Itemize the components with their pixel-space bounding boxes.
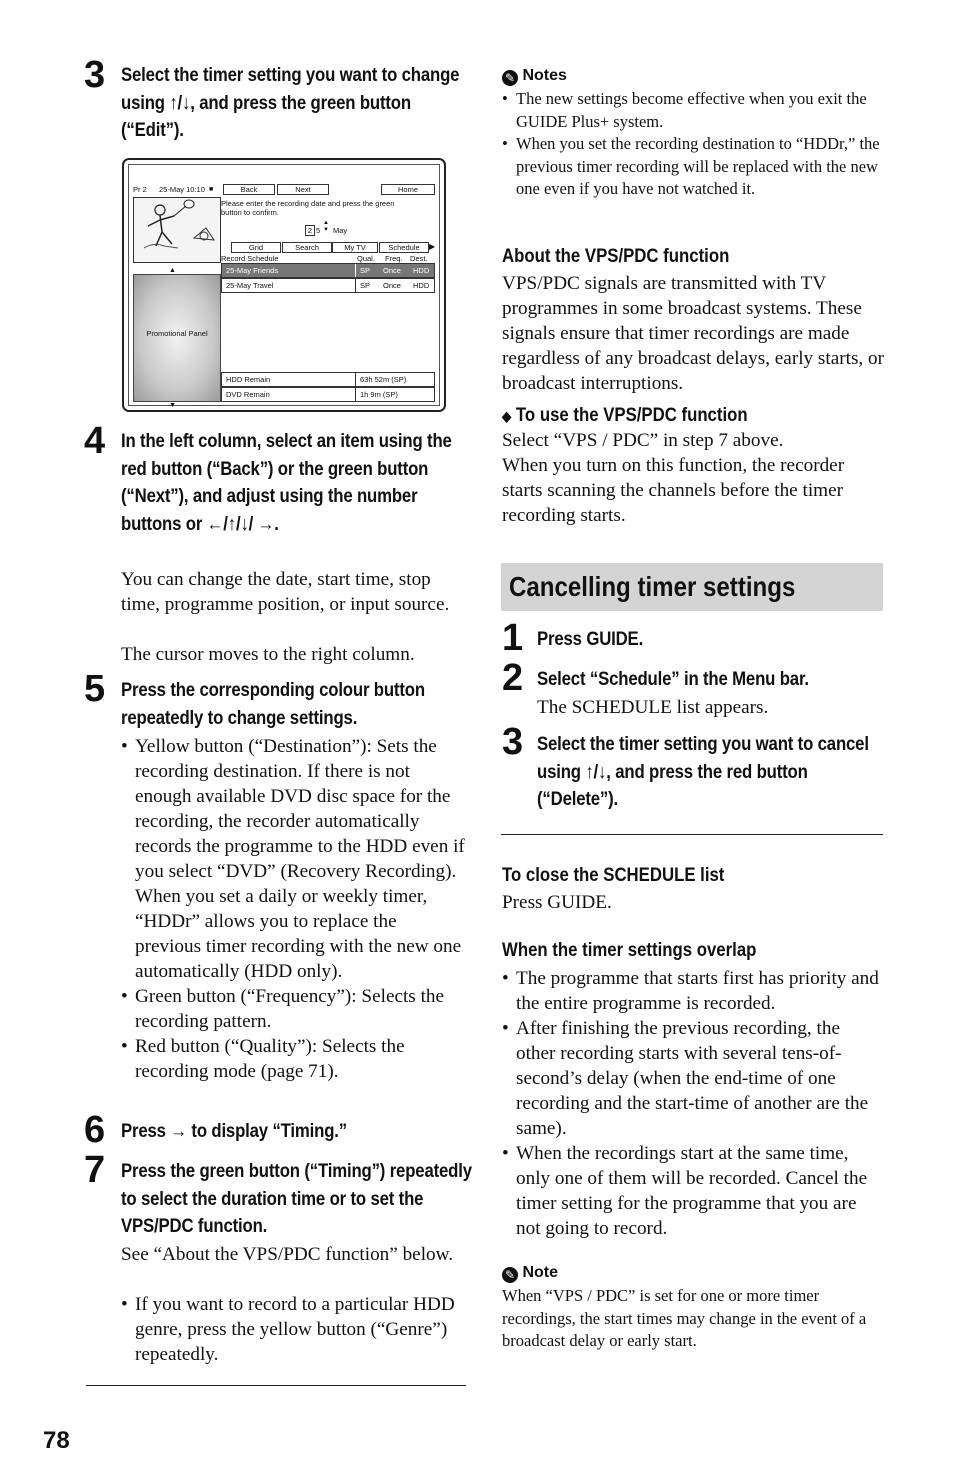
hdd-remain-row	[221, 372, 435, 387]
lock-icon: ■	[209, 186, 214, 193]
step-7-bullets	[121, 1292, 466, 1367]
page-number: 78	[43, 1427, 70, 1454]
step-5-bullets	[121, 734, 466, 1084]
schedule-row-selected[interactable]	[221, 263, 435, 278]
row-dest: HDD	[413, 266, 430, 275]
note-icon: ✎	[502, 1267, 518, 1283]
menu-schedule[interactable]: Schedule	[379, 242, 429, 253]
tennis-player-image	[134, 198, 220, 262]
note-label: Note	[522, 1264, 559, 1281]
use-vps-body-2: When you turn on this function, the recorder starts scanning the channels before the timer recording starts.	[502, 455, 845, 526]
step-6-heading: Press → to display “Timing.”	[121, 1120, 347, 1142]
step-3-number: 3	[84, 54, 106, 96]
step-3-heading: Select the timer setting you want to change using ↑/↓, and press the green button (“Edit”).	[121, 64, 460, 141]
overlap-item: • After finishing the previous recording, the other recording starts with several tens-of-second’s delay (when the end-time of one recording and the start-time of another are the same).	[502, 1016, 884, 1141]
overlap-bullets	[502, 966, 884, 1241]
menu-grid[interactable]: Grid	[231, 242, 281, 253]
dvd-remain-value: 1h 9m (SP)	[360, 390, 398, 399]
close-schedule-heading: To close the SCHEDULE list	[502, 864, 725, 886]
hdd-remain-value: 63h 52m (SP)	[360, 375, 407, 384]
step-7-number: 7	[84, 1149, 106, 1191]
step-5-number: 5	[84, 668, 106, 710]
guide-screen-illustration	[122, 158, 446, 412]
step-7-heading: Press the green button (“Timing”) repeatedly to select the duration time or to set the VPS/PDC function.	[121, 1160, 472, 1237]
notes-list	[502, 88, 884, 201]
use-vps-body-1: Select “VPS / PDC” in step 7 above.	[502, 430, 784, 451]
cancel-step-2-body: The SCHEDULE list appears.	[537, 697, 769, 718]
next-button[interactable]: Next	[277, 184, 329, 195]
dvd-remain-row	[221, 387, 435, 402]
cancel-step-3-number: 3	[502, 721, 524, 763]
cancel-step-2-number: 2	[502, 657, 524, 699]
promotional-panel-label: Promotional Panel	[146, 329, 208, 338]
promotional-panel	[133, 274, 221, 402]
note-heading	[502, 1263, 558, 1283]
col-dest: Dest.	[410, 254, 428, 263]
cancel-step-3-heading: Select the timer setting you want to cancel using ↑/↓, and press the red button (“Delete”).	[537, 733, 869, 810]
up-down-arrows-icon: ▲ ▼	[323, 220, 329, 233]
step-6-number: 6	[84, 1109, 106, 1151]
row-title: 25-May Travel	[226, 281, 274, 290]
step-4-number: 4	[84, 420, 106, 462]
diamond-icon: ◆	[502, 408, 512, 424]
month-label: May	[333, 226, 348, 235]
note-icon: ✎	[502, 70, 518, 86]
bullet-green-button: • Green button (“Frequency”): Selects the recording pattern.	[121, 984, 466, 1034]
prompt-text: Please enter the recording date and press the green button to confirm.	[221, 199, 395, 217]
section-title: Cancelling timer settings	[509, 571, 796, 602]
use-vps-heading	[502, 402, 863, 429]
cancel-step-1-heading: Press GUIDE.	[537, 628, 644, 650]
note-item: • The new settings become effective when you exit the GUIDE Plus+ system.	[502, 88, 884, 133]
overlap-item: • When the recordings start at the same time, only one of them will be recorded. Cancel the timer setting for the programme that you are not going to record.	[502, 1141, 884, 1241]
row-qual: SP	[360, 281, 371, 290]
menu-right-arrow-icon: ▶	[429, 242, 436, 251]
row-dest: HDD	[413, 281, 430, 290]
close-schedule-body: Press GUIDE.	[502, 892, 612, 913]
col-freq: Freq.	[385, 254, 403, 263]
note-body: When “VPS / PDC” is set for one or more timer recordings, the start times may change in the event of a broadcast delay or early start.	[502, 1286, 867, 1350]
schedule-row[interactable]	[221, 278, 435, 293]
hdd-remain-label: HDD Remain	[226, 375, 271, 384]
step-4-body-1: You can change the date, start time, stop time, programme position, or input source.	[121, 569, 450, 615]
back-button[interactable]: Back	[223, 184, 275, 195]
cancel-step-2-heading: Select “Schedule” in the Menu bar.	[537, 668, 809, 690]
step-5-heading: Press the corresponding colour button repeatedly to change settings.	[121, 679, 425, 729]
scroll-down-icon[interactable]: ▼	[169, 402, 176, 409]
menu-search[interactable]: Search	[282, 242, 332, 253]
bullet-yellow-button: • Yellow button (“Destination”): Sets the recording destination. If there is not enough available DVD disc space for the recording, the recorder automatically records the programme to the HDD even if you select “DVD” (Recovery Recording). When you set a daily or weekly timer, “HDDr” allows you to replace the previous timer recording with the new one automatically (HDD only).	[121, 734, 466, 984]
overlap-heading: When the timer settings overlap	[502, 939, 757, 961]
left-bottom-rule	[86, 1385, 466, 1386]
step-7-body: See “About the VPS/PDC function” below.	[121, 1244, 454, 1265]
bullet-red-button: • Red button (“Quality”): Selects the recording mode (page 71).	[121, 1034, 466, 1084]
col-qual: Qual.	[357, 254, 375, 263]
right-section-rule	[501, 834, 883, 835]
screen-date: 25-May 10:10	[159, 185, 205, 194]
row-qual: SP	[360, 266, 371, 275]
programme-position: Pr 2	[133, 185, 147, 194]
record-schedule-label: Record Schedule	[221, 254, 279, 263]
day-digit-box[interactable]: 2	[305, 225, 315, 236]
scroll-up-icon[interactable]: ▲	[169, 267, 176, 274]
vps-body: VPS/PDC signals are transmitted with TV programmes in some broadcast systems. These signals ensure that timer recordings are made regardless of any broadcast delays, early starts, or broadcast interruptions.	[502, 273, 885, 394]
day-digit: 5	[316, 226, 321, 235]
home-button[interactable]: Home	[381, 184, 435, 195]
programme-thumbnail	[133, 197, 221, 263]
step-4-body-2: The cursor moves to the right column.	[121, 644, 415, 665]
cancel-step-1-number: 1	[502, 617, 524, 659]
step-4-heading: In the left column, select an item using the red button (“Back”) or the green button (“Next”), and adjust using the number buttons or ←/↑/↓/ →.	[121, 430, 452, 535]
notes-label: Notes	[522, 67, 567, 84]
menu-mytv[interactable]: My TV	[332, 242, 378, 253]
note-item: • When you set the recording destination to “HDDr,” the previous timer recording will be replaced with the new one even if you have not watched it.	[502, 133, 884, 201]
vps-heading: About the VPS/PDC function	[502, 245, 730, 267]
bullet-genre: • If you want to record to a particular HDD genre, press the yellow button (“Genre”) repeatedly.	[121, 1292, 466, 1367]
row-title: 25-May Friends	[226, 266, 279, 275]
row-freq: Once	[383, 266, 401, 275]
row-freq: Once	[383, 281, 401, 290]
overlap-item: • The programme that starts first has priority and the entire programme is recorded.	[502, 966, 884, 1016]
dvd-remain-label: DVD Remain	[226, 390, 270, 399]
notes-heading	[502, 66, 567, 86]
use-vps-heading-text: To use the VPS/PDC function	[515, 404, 748, 426]
